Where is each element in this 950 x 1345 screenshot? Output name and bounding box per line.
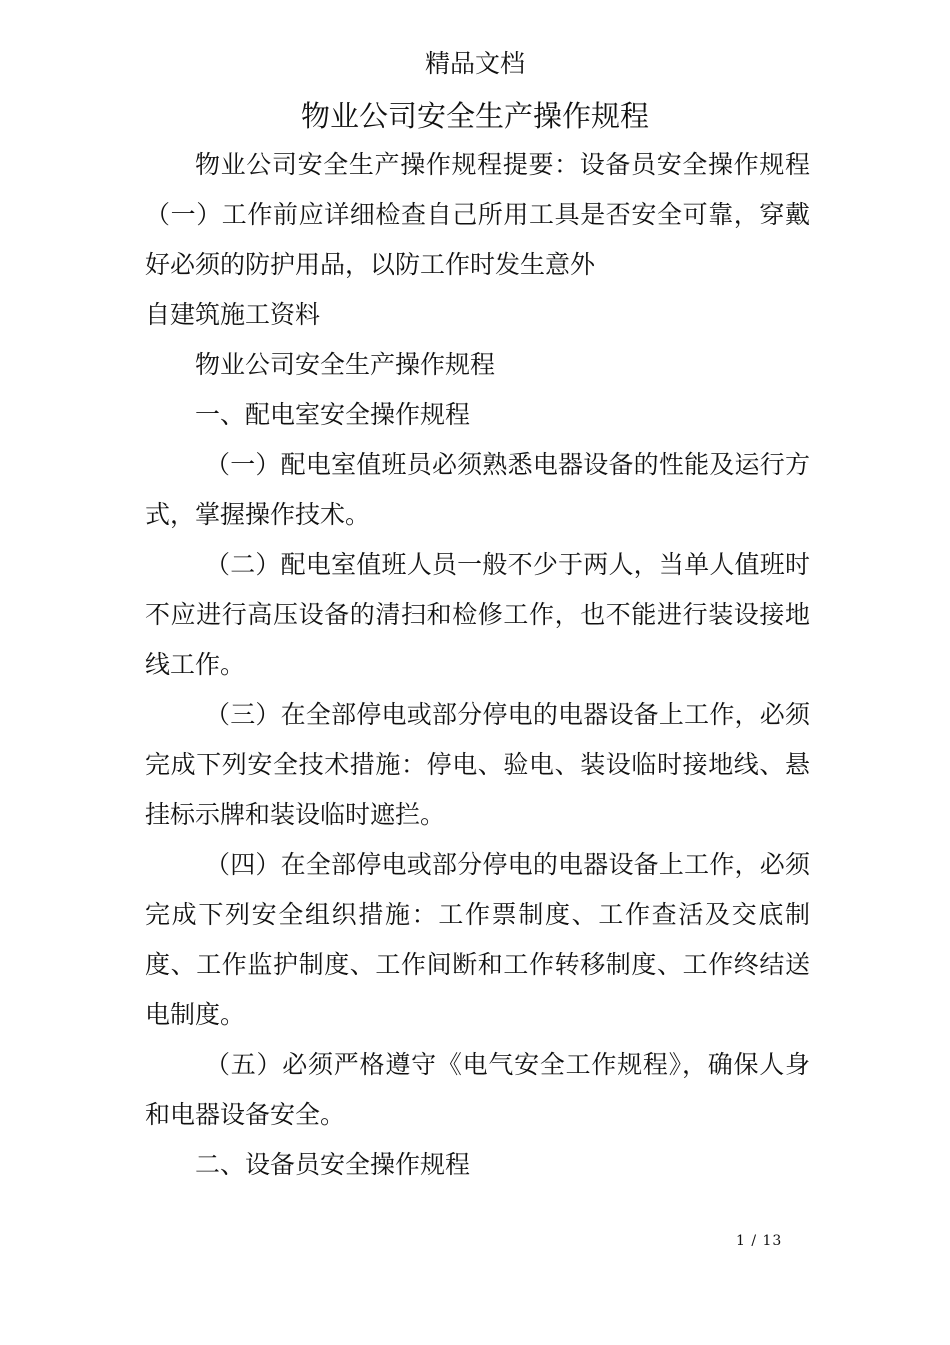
summary-paragraph: 物业公司安全生产操作规程提要：设备员安全操作规程（一）工作前应详细检查自己所用工具是否安全可靠，穿戴好必须的防护用品，以防工作时发生意外 [145,150,810,279]
page-header: 精品文档 [424,49,525,78]
source-line: 自建筑施工资料 [145,300,321,329]
rule-paragraph-4: （四）在全部停电或部分停电的电器设备上工作，必须完成下列安全组织措施：工作票制度、工作查活及交底制度、工作监护制度、工作间断和工作转移制度、工作终结送电制度。 [145,850,810,1029]
rule-paragraph-3: （三）在全部停电或部分停电的电器设备上工作，必须完成下列安全技术措施：停电、验电、装设临时接地线、悬挂标示牌和装设临时遮拦。 [145,700,810,829]
section-heading-2: 二、设备员安全操作规程 [195,1150,471,1179]
document-title: 物业公司安全生产操作规程 [300,99,649,133]
document-body [145,140,810,1190]
subtitle-paragraph: 物业公司安全生产操作规程 [195,350,496,379]
rule-paragraph-1: （一）配电室值班员必须熟悉电器设备的性能及运行方式，掌握操作技术。 [145,450,810,529]
rule-paragraph-2: （二）配电室值班人员一般不少于两人，当单人值班时不应进行高压设备的清扫和检修工作，也不能进行装设接地线工作。 [145,550,810,679]
page-number: 1 / 13 [736,1233,783,1249]
rule-paragraph-5: （五）必须严格遵守《电气安全工作规程》，确保人身和电器设备安全。 [145,1050,810,1129]
section-heading-1: 一、配电室安全操作规程 [195,400,471,429]
